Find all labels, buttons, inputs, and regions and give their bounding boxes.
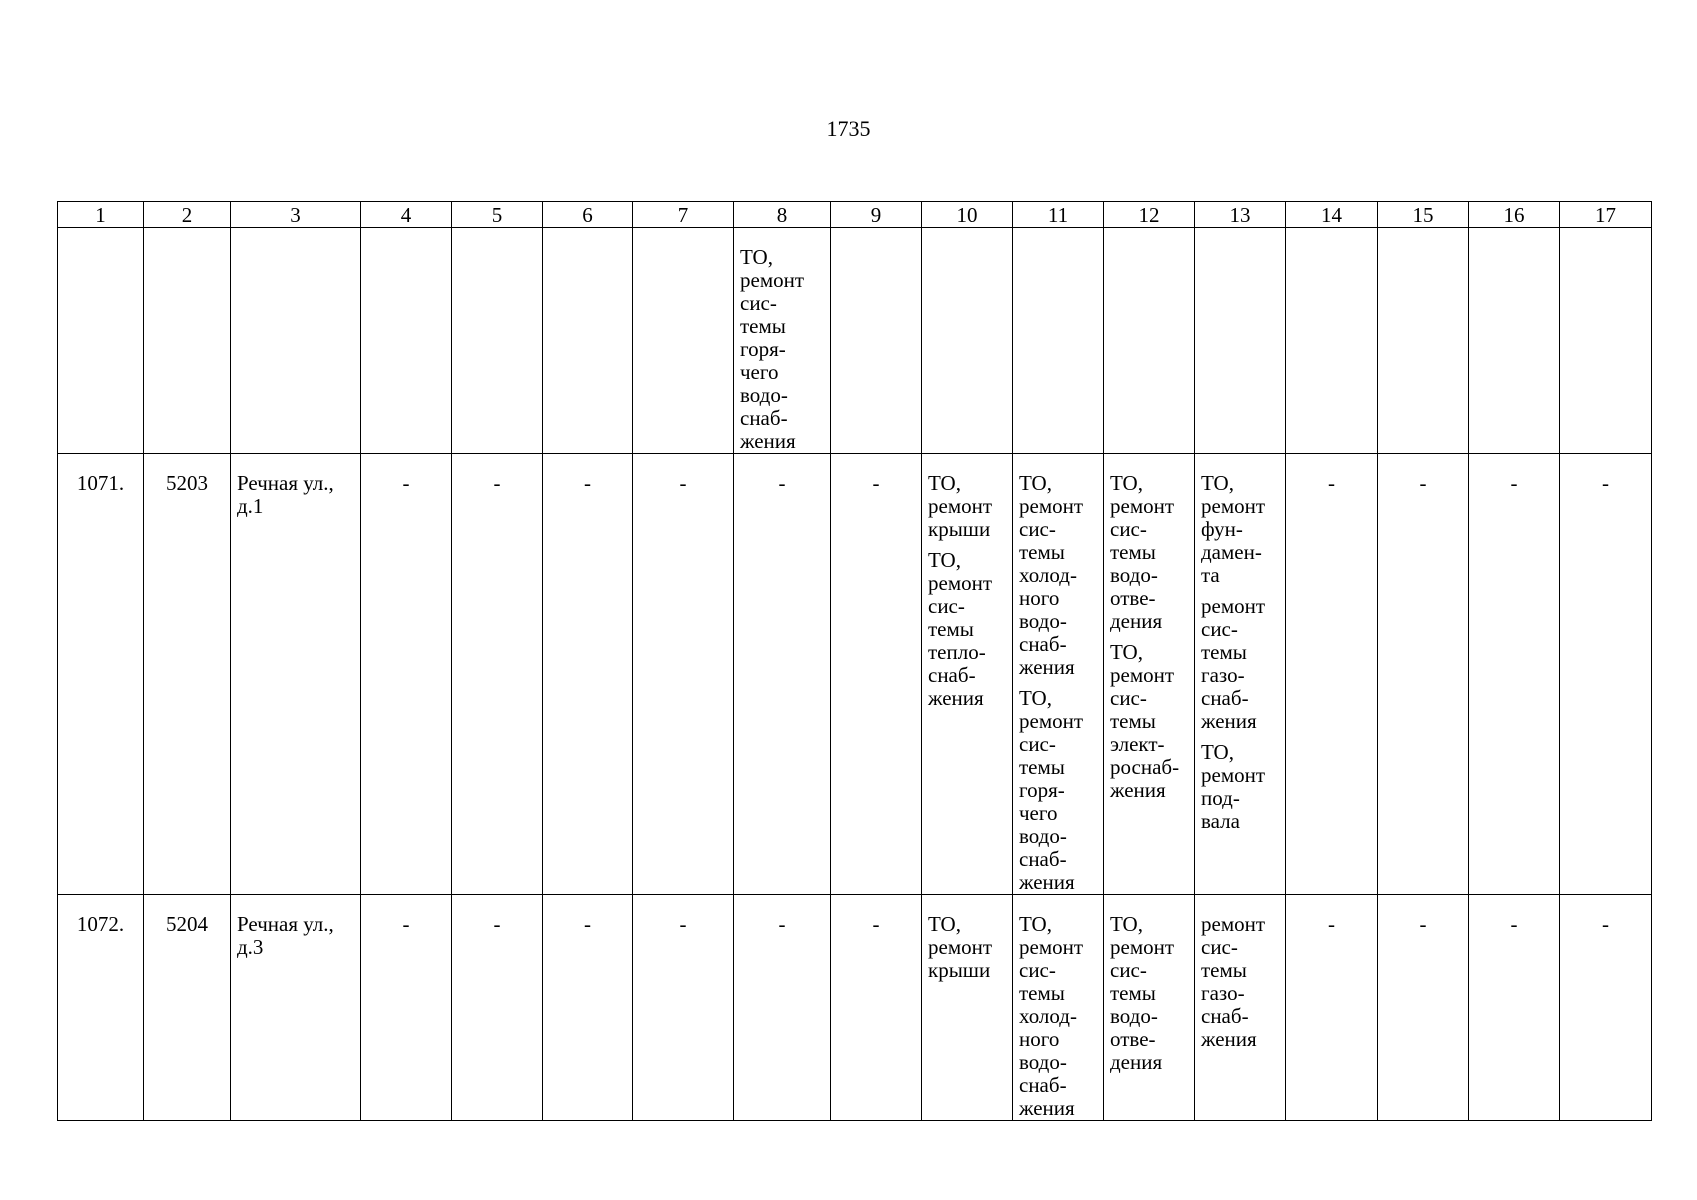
cell-text: ТО, ремонт сис- темы водо- отве- дения: [1110, 912, 1175, 1074]
table-cell: [633, 895, 734, 1121]
table-cell: [1560, 454, 1652, 895]
cell-text: ТО, ремонт под- вала: [1201, 740, 1266, 833]
cell-text: ТО, ремонт сис- темы горя- чего водо- снаб- жения: [1019, 686, 1084, 894]
cell-text: ремонт сис- темы газо- снаб- жения: [1201, 594, 1266, 733]
table-cell: [452, 228, 543, 454]
column-header-17: 17: [1560, 202, 1652, 228]
table-cell: [831, 454, 922, 895]
table-cell: [1013, 454, 1104, 895]
table-cell: [1560, 228, 1652, 454]
table-cell: [1469, 454, 1560, 895]
table-cell: [1104, 454, 1195, 895]
table-cell: [1195, 895, 1286, 1121]
cell-text: -: [679, 471, 687, 495]
table-cell: [922, 454, 1013, 895]
cell-text: ТО, ремонт фун- дамен- та: [1201, 471, 1266, 587]
table-cell: [1286, 895, 1378, 1121]
table-cell: [1469, 895, 1560, 1121]
data-table: [57, 201, 1652, 1121]
cell-text: -: [1328, 471, 1335, 495]
cell-text: 5203: [166, 471, 208, 495]
cell-text: -: [1328, 912, 1335, 936]
cell-text: ТО, ремонт сис- темы горя- чего водо- снаб- жения: [740, 245, 805, 453]
cell-text: -: [584, 471, 591, 495]
table-cell: [361, 895, 452, 1121]
table-cell: [831, 228, 922, 454]
table-cell: [633, 228, 734, 454]
table-cell: [633, 454, 734, 895]
column-header-11: 11: [1013, 202, 1104, 228]
cell-text: ТО, ремонт сис- темы элект- роснаб- жения: [1110, 640, 1180, 802]
cell-text: 1071.: [76, 471, 125, 495]
column-header-13: 13: [1195, 202, 1286, 228]
table-cell: [1013, 895, 1104, 1121]
cell-text: ТО, ремонт сис- темы тепло- снаб- жения: [928, 548, 993, 710]
column-header-4: 4: [361, 202, 452, 228]
table-cell: [1104, 228, 1195, 454]
cell-text: -: [872, 912, 880, 936]
cell-text: -: [872, 471, 880, 495]
table-cell: [144, 454, 231, 895]
table-cell: [452, 895, 543, 1121]
cell-text: -: [1602, 912, 1609, 936]
column-header-5: 5: [452, 202, 543, 228]
table-row: [58, 228, 1652, 454]
table-cell: [58, 895, 144, 1121]
table-cell: [1560, 895, 1652, 1121]
column-header-12: 12: [1104, 202, 1195, 228]
cell-text: -: [1419, 471, 1427, 495]
table-cell: [1104, 895, 1195, 1121]
table-cell: [58, 228, 144, 454]
column-header-14: 14: [1286, 202, 1378, 228]
cell-text: ТО, ремонт сис- темы холод- ного водо- снаб- жения: [1019, 912, 1084, 1120]
cell-text: ТО, ремонт сис- темы холод- ного водо- снаб- жения: [1019, 471, 1084, 679]
page-number: 1735: [826, 116, 871, 141]
column-header-15: 15: [1378, 202, 1469, 228]
table-cell: [452, 454, 543, 895]
table-cell: [831, 895, 922, 1121]
cell-text: -: [1602, 471, 1609, 495]
cell-text: 5204: [166, 912, 208, 936]
cell-text: 1072.: [76, 912, 125, 936]
table-cell: [231, 228, 361, 454]
column-header-10: 10: [922, 202, 1013, 228]
column-header-7: 7: [633, 202, 734, 228]
table-cell: [1469, 228, 1560, 454]
column-header-1: 1: [58, 202, 144, 228]
cell-text: -: [1510, 912, 1518, 936]
cell-text: ТО, ремонт крыши: [928, 471, 993, 541]
table-cell: [361, 228, 452, 454]
cell-text: -: [402, 471, 410, 495]
table-cell: [1286, 228, 1378, 454]
cell-text: -: [493, 471, 501, 495]
cell-text: -: [402, 912, 410, 936]
cell-text: -: [778, 471, 786, 495]
table-cell: [734, 454, 831, 895]
column-header-6: 6: [543, 202, 633, 228]
table-row: [58, 895, 1652, 1121]
table-cell: [734, 895, 831, 1121]
column-number-row: [58, 202, 1652, 228]
cell-text: -: [679, 912, 687, 936]
column-header-8: 8: [734, 202, 831, 228]
table-cell: [1378, 454, 1469, 895]
table-cell: [922, 895, 1013, 1121]
cell-text: -: [1510, 471, 1518, 495]
column-header-9: 9: [831, 202, 922, 228]
cell-text: ТО, ремонт крыши: [928, 912, 993, 982]
cell-text: Речная ул., д.1: [237, 471, 334, 518]
table-cell: [58, 454, 144, 895]
table-cell: [543, 228, 633, 454]
table-cell: [1013, 228, 1104, 454]
table-cell: [144, 895, 231, 1121]
table-cell: [922, 228, 1013, 454]
table-cell: [543, 454, 633, 895]
cell-text: -: [1419, 912, 1427, 936]
table-row: [58, 454, 1652, 895]
table-cell: [1378, 228, 1469, 454]
table-cell: [543, 895, 633, 1121]
table-cell: [1286, 454, 1378, 895]
table-cell: [734, 228, 831, 454]
table-cell: [231, 895, 361, 1121]
cell-text: ТО, ремонт сис- темы водо- отве- дения: [1110, 471, 1175, 633]
cell-text: ремонт сис- темы газо- снаб- жения: [1201, 912, 1266, 1051]
table-cell: [361, 454, 452, 895]
column-header-16: 16: [1469, 202, 1560, 228]
table-cell: [1378, 895, 1469, 1121]
cell-text: -: [493, 912, 501, 936]
table-cell: [231, 454, 361, 895]
column-header-2: 2: [144, 202, 231, 228]
column-header-3: 3: [231, 202, 361, 228]
table-cell: [1195, 228, 1286, 454]
cell-text: Речная ул., д.3: [237, 912, 334, 959]
cell-text: -: [778, 912, 786, 936]
cell-text: -: [584, 912, 591, 936]
table-cell: [1195, 454, 1286, 895]
table-cell: [144, 228, 231, 454]
